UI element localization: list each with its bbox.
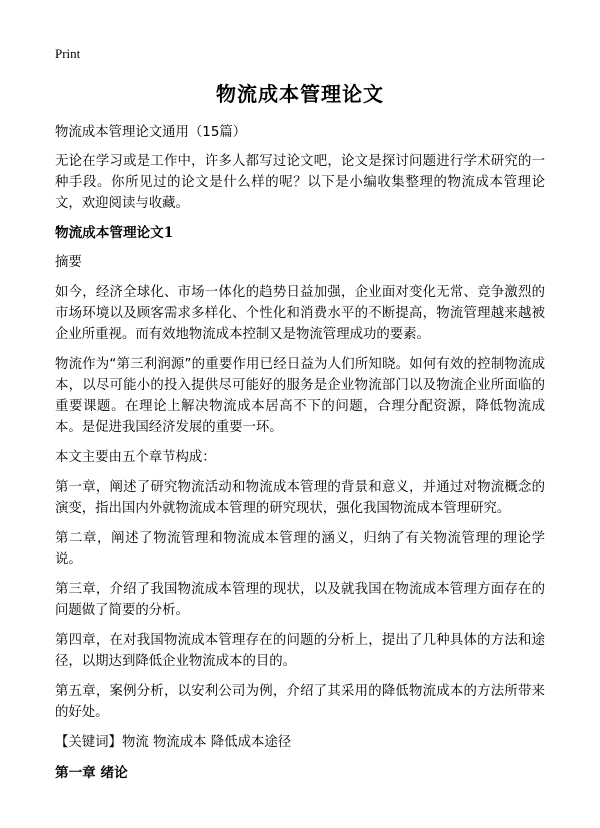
keywords-line: 【关键词】物流 物流成本 降低成本途径 [55, 735, 292, 750]
intro-paragraph: 无论在学习或是工作中，许多人都写过论文吧，论文是探讨问题进行学术研究的一种手段。你所见过的论文是什么样的呢？以下是小编收集整理的物流成本管理论文，欢迎阅读与收藏。 [55, 154, 545, 211]
body-paragraph: 第三章，介绍了我国物流成本管理的现状，以及就我国在物流成本管理方面存在的问题做了简要的分析。 [55, 582, 545, 618]
body-paragraph: 第一章，阐述了研究物流活动和物流成本管理的背景和意义，并通过对物流概念的演变，指出国内外就物流成本管理的研究现状，强化我国物流成本管理研究。 [55, 480, 545, 516]
body-paragraph: 第二章，阐述了物流管理和物流成本管理的涵义，归纳了有关物流管理的理论学说。 [55, 531, 545, 567]
chapter-heading: 第一章 绪论 [55, 765, 128, 781]
body-paragraph: 本文主要由五个章节构成： [55, 450, 216, 465]
body-paragraph: 第四章，在对我国物流成本管理存在的问题的分析上，提出了几种具体的方法和途径，以期达到降低企业物流成本的目的。 [55, 633, 545, 669]
body-paragraph: 物流作为“第三利润源”的重要作用已经日益为人们所知晓。如何有效的控制物流成本，以尽可能小的投入提供尽可能好的服务是企业物流部门以及物流企业所面临的重要课题。在理论上解决物流成本居高不下的问题，合理分配资源，降低物流成本。是促进我国经济发展的重要一环。 [55, 357, 545, 435]
abstract-label: 摘要 [55, 255, 82, 270]
body-paragraph: 第五章，案例分析，以安利公司为例，介绍了其采用的降低物流成本的方法所带来的好处。 [55, 684, 545, 720]
section-heading: 物流成本管理论文1 [55, 225, 174, 241]
document-subtitle: 物流成本管理论文通用（15篇） [55, 125, 247, 140]
document-body [55, 122, 545, 792]
body-paragraph: 如今，经济全球化、市场一体化的趋势日益加强，企业面对变化无常、竞争激烈的市场环境以及顾客需求多样化、个性化和消费水平的不断提高，物流管理越来越被企业所重视。而有效地物流成本控制又是物流管理成功的要素。 [55, 285, 545, 342]
document-title: 物流成本管理论文 [216, 82, 384, 106]
print-link[interactable]: Print [55, 46, 81, 61]
